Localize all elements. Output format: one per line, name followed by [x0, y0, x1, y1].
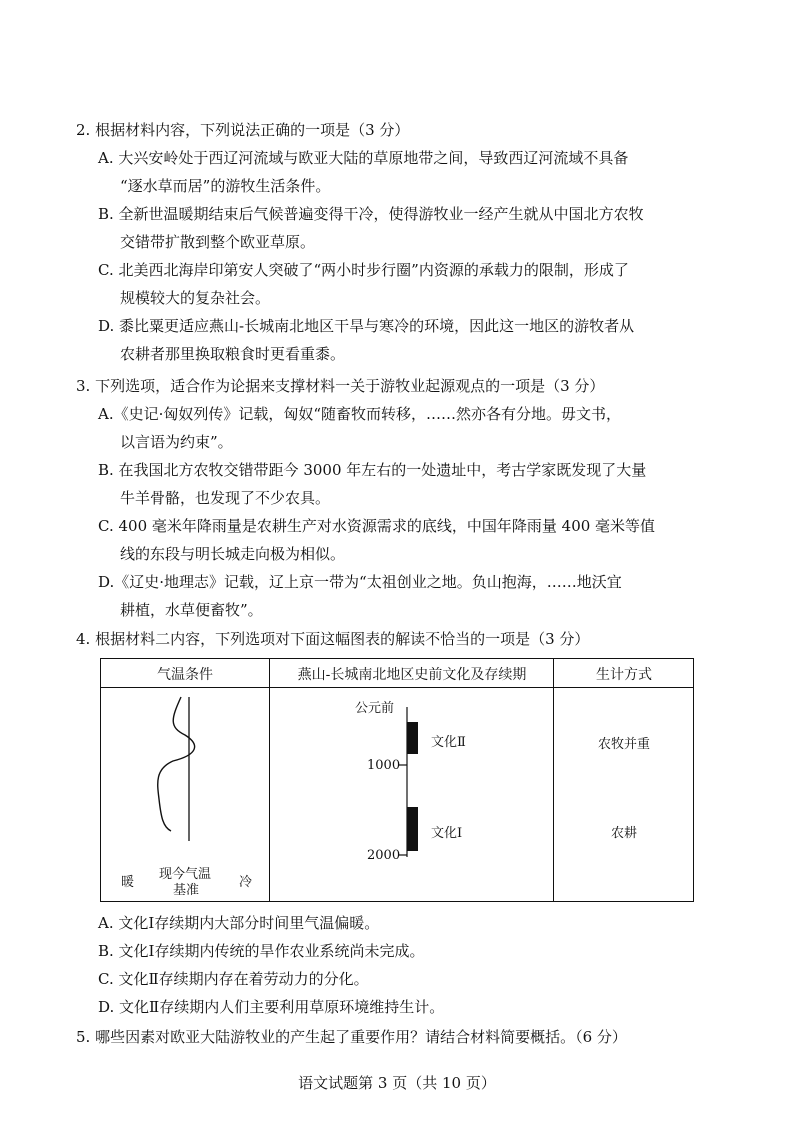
q3-option-c-line2: 线的东段与明长城走向极为相似。: [120, 545, 346, 563]
q3-option-b-line2: 牛羊骨骼，也发现了不少农具。: [120, 489, 331, 507]
q3-option-d-line1: D.《辽史·地理志》记载，辽上京一带为“太祖创业之地。负山抱海，……地沃宜: [98, 573, 622, 591]
q2-option-c-line1: C. 北美西北海岸印第安人突破了“两小时步行圈”内资源的承载力的限制，形成了: [98, 261, 629, 279]
q4-option-b: B. 文化Ⅰ存续期内传统的旱作农业系统尚未完成。: [98, 942, 425, 960]
q4-option-c: C. 文化Ⅱ存续期内存在着劳动力的分化。: [98, 970, 369, 988]
baseline-label-line2: 基准: [173, 883, 200, 898]
page-footer: 语文试题第 3 页（共 10 页）: [298, 1074, 496, 1092]
tick-2000-label: 2000: [367, 848, 401, 863]
col-header-temperature: 气温条件: [157, 667, 213, 683]
q3-option-d-line2: 耕植，水草便畜牧”。: [120, 601, 263, 619]
q2-option-d-line2: 农耕者那里换取粮食时更看重黍。: [120, 345, 346, 363]
q2-option-c-line2: 规模较大的复杂社会。: [120, 289, 271, 307]
q3-option-b-line1: B. 在我国北方农牧交错带距今 3000 年左右的一处遗址中，考古学家既发现了大量: [98, 461, 647, 479]
q3-option-a-line2: 以言语为约束”。: [120, 433, 233, 451]
livelihood-culture1: 农耕: [610, 826, 637, 841]
livelihood-culture2: 农牧并重: [597, 737, 650, 752]
q2-stem: 2. 根据材料内容，下列说法正确的一项是（3 分）: [76, 121, 410, 139]
q4-stem: 4. 根据材料二内容，下列选项对下面这幅图表的解读不恰当的一项是（3 分）: [76, 630, 590, 648]
axis-top-label: 公元前: [355, 701, 395, 716]
q2-option-b-line1: B. 全新世温暖期结束后气候普遍变得干冷，使得游牧业一经产生就从中国北方农牧: [98, 205, 644, 223]
q4-option-d: D. 文化Ⅱ存续期内人们主要利用草原环境维持生计。: [98, 998, 445, 1016]
q3-option-c-line1: C. 400 毫米年降雨量是农耕生产对水资源需求的底线，中国年降雨量 400 毫米等值: [98, 517, 656, 535]
q2-option-a-line1: A. 大兴安岭处于西辽河流域与欧亚大陆的草原地带之间，导致西辽河流域不具备: [98, 149, 629, 167]
q2-option-b-line2: 交错带扩散到整个欧亚草原。: [120, 233, 316, 251]
culture2-duration-bar: [407, 722, 418, 754]
q2-option-a-line2: “逐水草而居”的游牧生活条件。: [120, 177, 331, 195]
q3-option-a-line1: A.《史记·匈奴列传》记载，匈奴“随畜牧而转移，……然亦各有分地。毋文书，: [98, 405, 622, 423]
baseline-label-line1: 现今气温: [159, 867, 212, 882]
q3-stem: 3. 下列选项，适合作为论据来支撑材料一关于游牧业起源观点的一项是（3 分）: [76, 377, 605, 395]
col-header-livelihood: 生计方式: [596, 667, 652, 683]
q2-option-d-line1: D. 黍比粟更适应燕山-长城南北地区干旱与寒冷的环境，因此这一地区的游牧者从: [98, 317, 635, 335]
culture1-duration-bar: [407, 807, 418, 851]
cold-label: 冷: [239, 875, 253, 890]
q4-figure-table: [100, 658, 694, 902]
warm-label: 暖: [121, 875, 135, 890]
q4-option-a: A. 文化Ⅰ存续期内大部分时间里气温偏暖。: [98, 914, 380, 932]
col-header-culture: 燕山-长城南北地区史前文化及存续期: [297, 667, 527, 683]
q5-stem: 5. 哪些因素对欧亚大陆游牧业的产生起了重要作用？请结合材料简要概括。（6 分）: [76, 1028, 627, 1046]
culture1-label: 文化Ⅰ: [431, 826, 463, 841]
tick-1000-label: 1000: [367, 758, 401, 773]
culture2-label: 文化Ⅱ: [431, 735, 466, 750]
